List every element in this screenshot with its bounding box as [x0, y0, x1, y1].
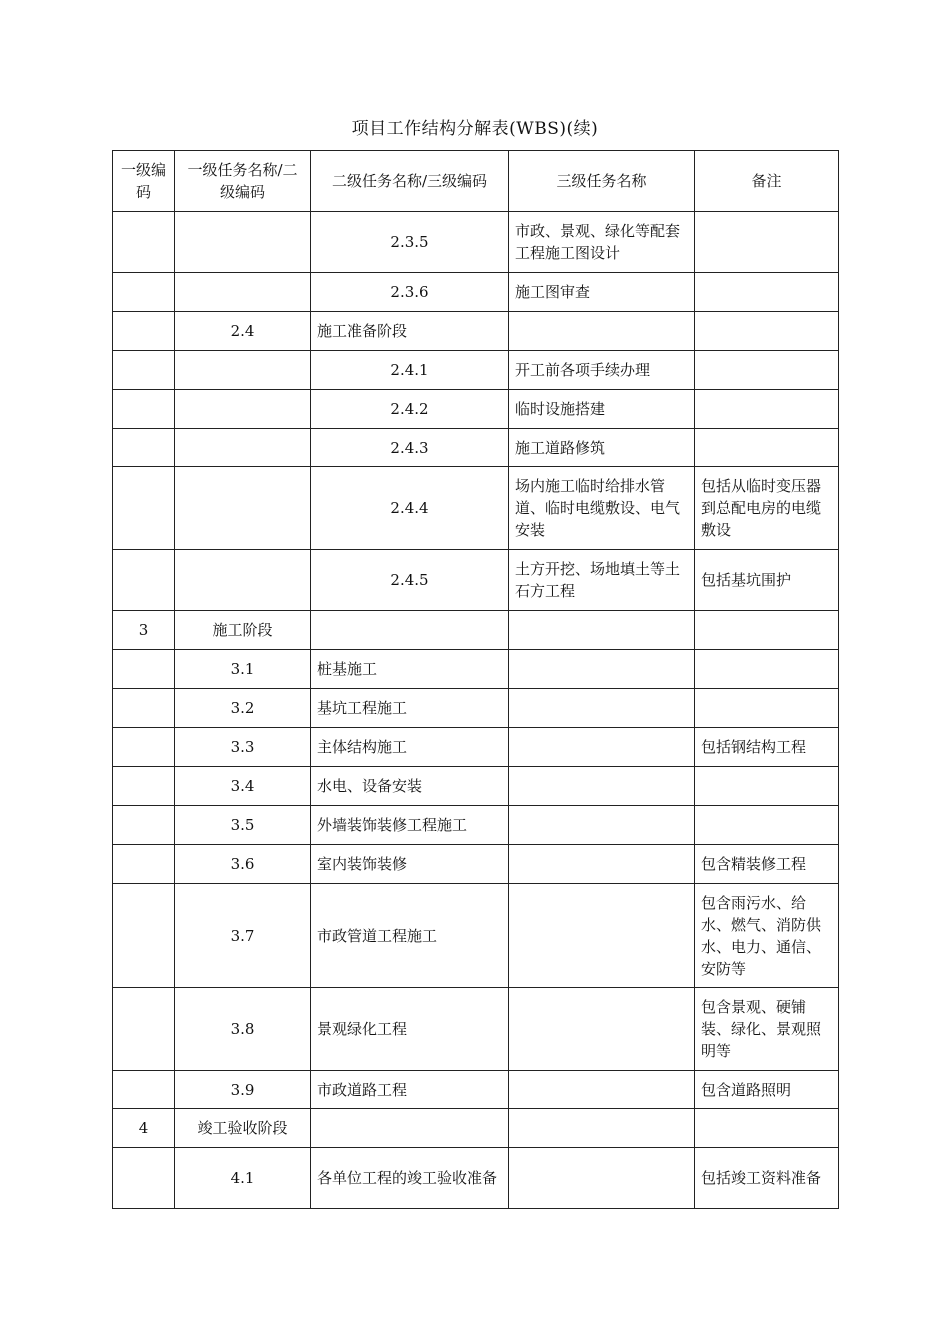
table-cell-col2: 3.4 — [175, 767, 311, 806]
table-cell-col2: 3.1 — [175, 650, 311, 689]
page-title: 项目工作结构分解表(WBS)(续) — [351, 119, 599, 139]
table-cell-col4 — [509, 728, 695, 767]
table-cell-col1 — [113, 650, 175, 689]
table-cell-col2 — [175, 273, 311, 312]
table-cell-col5 — [695, 650, 839, 689]
table-cell-col3: 景观绿化工程 — [311, 988, 509, 1071]
table-cell-col5: 包括钢结构工程 — [695, 728, 839, 767]
table-cell-col1 — [113, 312, 175, 351]
table-cell-col5 — [695, 429, 839, 467]
table-cell-col4: 市政、景观、绿化等配套工程施工图设计 — [509, 212, 695, 273]
table-row — [113, 390, 839, 429]
table-cell-col5 — [695, 767, 839, 806]
table-cell-col2 — [175, 467, 311, 550]
table-row — [113, 212, 839, 273]
table-cell-col1 — [113, 806, 175, 845]
table-cell-col3: 水电、设备安装 — [311, 767, 509, 806]
table-cell-col3: 2.4.5 — [311, 550, 509, 611]
table-cell-col2: 施工阶段 — [175, 611, 311, 650]
table-cell-col4 — [509, 1109, 695, 1148]
table-cell-col4 — [509, 689, 695, 728]
table-cell-col5 — [695, 312, 839, 351]
table-cell-col1 — [113, 767, 175, 806]
table-cell-col3: 市政道路工程 — [311, 1071, 509, 1109]
table-row — [113, 467, 839, 550]
table-cell-col4 — [509, 1071, 695, 1109]
table-row — [113, 884, 839, 988]
table-cell-col4 — [509, 312, 695, 351]
table-cell-col5: 包括从临时变压器到总配电房的电缆敷设 — [695, 467, 839, 550]
table-cell-col5: 包含景观、硬铺装、绿化、景观照明等 — [695, 988, 839, 1071]
table-cell-col2 — [175, 550, 311, 611]
table-cell-col1 — [113, 728, 175, 767]
table-cell-col4: 土方开挖、场地填土等土石方工程 — [509, 550, 695, 611]
table-cell-col3 — [311, 611, 509, 650]
table-cell-col3: 2.4.2 — [311, 390, 509, 429]
table-cell-col5 — [695, 273, 839, 312]
table-cell-col1: 3 — [113, 611, 175, 650]
table-cell-col4 — [509, 806, 695, 845]
header-level3-name: 三级任务名称 — [509, 151, 695, 212]
table-cell-col1: 4 — [113, 1109, 175, 1148]
table-cell-col3: 桩基施工 — [311, 650, 509, 689]
table-cell-col5 — [695, 611, 839, 650]
table-cell-col3: 2.4.4 — [311, 467, 509, 550]
table-cell-col4: 临时设施搭建 — [509, 390, 695, 429]
header-row — [113, 151, 839, 212]
table-cell-col1 — [113, 1148, 175, 1209]
table-cell-col3: 外墙装饰装修工程施工 — [311, 806, 509, 845]
table-cell-col5: 包括竣工资料准备 — [695, 1148, 839, 1209]
table-cell-col1 — [113, 845, 175, 884]
table-cell-col4: 施工道路修筑 — [509, 429, 695, 467]
header-level1-name: 一级任务名称/二级编码 — [175, 151, 311, 212]
table-cell-col4 — [509, 650, 695, 689]
table-row — [113, 550, 839, 611]
table-cell-col3: 2.4.3 — [311, 429, 509, 467]
table-cell-col3: 室内装饰装修 — [311, 845, 509, 884]
table-cell-col4: 场内施工临时给排水管道、临时电缆敷设、电气安装 — [509, 467, 695, 550]
table-cell-col5: 包括基坑围护 — [695, 550, 839, 611]
header-remarks: 备注 — [695, 151, 839, 212]
table-cell-col4 — [509, 1148, 695, 1209]
table-cell-col3: 基坑工程施工 — [311, 689, 509, 728]
table-cell-col3: 2.3.5 — [311, 212, 509, 273]
table-cell-col4: 施工图审查 — [509, 273, 695, 312]
table-cell-col4 — [509, 845, 695, 884]
table-body — [113, 212, 839, 1209]
table-cell-col2: 竣工验收阶段 — [175, 1109, 311, 1148]
table-cell-col5: 包含精装修工程 — [695, 845, 839, 884]
table-cell-col5 — [695, 212, 839, 273]
table-cell-col2 — [175, 390, 311, 429]
table-cell-col3: 市政管道工程施工 — [311, 884, 509, 988]
table-cell-col1 — [113, 689, 175, 728]
table-cell-col5 — [695, 689, 839, 728]
table-cell-col3 — [311, 1109, 509, 1148]
table-cell-col4: 开工前各项手续办理 — [509, 351, 695, 390]
table-row — [113, 689, 839, 728]
table-row — [113, 312, 839, 351]
table-cell-col1 — [113, 390, 175, 429]
table-row — [113, 845, 839, 884]
table-cell-col2: 3.8 — [175, 988, 311, 1071]
table-cell-col2: 3.9 — [175, 1071, 311, 1109]
table-cell-col3: 施工准备阶段 — [311, 312, 509, 351]
table-row — [113, 1109, 839, 1148]
table-cell-col4 — [509, 988, 695, 1071]
table-cell-col1 — [113, 429, 175, 467]
table-cell-col5 — [695, 806, 839, 845]
table-cell-col2 — [175, 429, 311, 467]
table-cell-col2: 4.1 — [175, 1148, 311, 1209]
table-cell-col5 — [695, 390, 839, 429]
table-row — [113, 1071, 839, 1109]
header-level2-name: 二级任务名称/三级编码 — [311, 151, 509, 212]
table-row — [113, 650, 839, 689]
table-cell-col1 — [113, 988, 175, 1071]
table-cell-col5 — [695, 351, 839, 390]
table-cell-col1 — [113, 212, 175, 273]
table-cell-col2: 3.3 — [175, 728, 311, 767]
table-cell-col2 — [175, 351, 311, 390]
table-cell-col1 — [113, 273, 175, 312]
table-row — [113, 611, 839, 650]
table-cell-col5: 包含道路照明 — [695, 1071, 839, 1109]
table-row — [113, 273, 839, 312]
table-row — [113, 806, 839, 845]
table-cell-col4 — [509, 611, 695, 650]
table-cell-col3: 2.4.1 — [311, 351, 509, 390]
table-row — [113, 351, 839, 390]
table-cell-col3: 各单位工程的竣工验收准备 — [311, 1148, 509, 1209]
table-cell-col1 — [113, 550, 175, 611]
header-level1-code: 一级编码 — [113, 151, 175, 212]
table-cell-col2: 3.6 — [175, 845, 311, 884]
table-cell-col4 — [509, 767, 695, 806]
table-cell-col2: 3.7 — [175, 884, 311, 988]
table-cell-col5: 包含雨污水、给水、燃气、消防供水、电力、通信、安防等 — [695, 884, 839, 988]
table-cell-col2 — [175, 212, 311, 273]
wbs-table — [112, 150, 839, 1209]
table-cell-col2: 2.4 — [175, 312, 311, 351]
table-cell-col3: 主体结构施工 — [311, 728, 509, 767]
table-cell-col1 — [113, 1071, 175, 1109]
table-cell-col2: 3.2 — [175, 689, 311, 728]
table-cell-col2: 3.5 — [175, 806, 311, 845]
table-row — [113, 988, 839, 1071]
table-row — [113, 429, 839, 467]
table-cell-col5 — [695, 1109, 839, 1148]
table-cell-col4 — [509, 884, 695, 988]
table-row — [113, 728, 839, 767]
table-row — [113, 767, 839, 806]
table-cell-col1 — [113, 884, 175, 988]
table-cell-col1 — [113, 467, 175, 550]
table-cell-col1 — [113, 351, 175, 390]
table-row — [113, 1148, 839, 1209]
table-cell-col3: 2.3.6 — [311, 273, 509, 312]
